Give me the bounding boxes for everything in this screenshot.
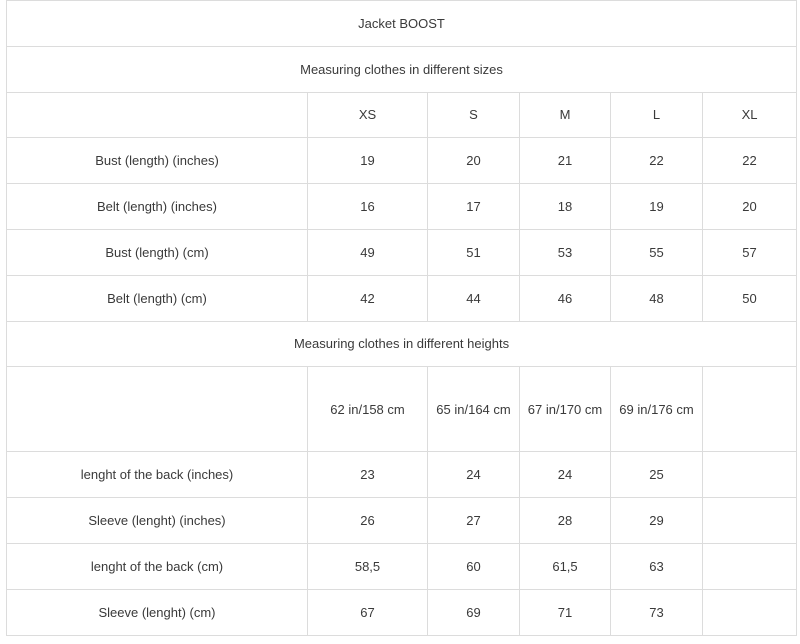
header-corner-cell: [7, 367, 308, 452]
table-cell: 20: [703, 184, 797, 230]
sizes-header-row: [7, 92, 797, 138]
table-cell: 24: [428, 452, 520, 498]
table-cell: 50: [703, 275, 797, 321]
height-column-header: [703, 367, 797, 452]
table-cell: 57: [703, 229, 797, 275]
size-table: [6, 0, 797, 636]
table-cell: 51: [428, 229, 520, 275]
heights-header-row: [7, 367, 797, 452]
height-column-header: 67 in/170 cm: [520, 367, 611, 452]
table-cell: 22: [611, 138, 703, 184]
table-cell: 20: [428, 138, 520, 184]
heights-section-heading: Measuring clothes in different heights: [7, 321, 797, 367]
table-row: [7, 229, 797, 275]
table-title: Jacket BOOST: [7, 1, 797, 47]
table-cell: 23: [308, 452, 428, 498]
table-cell: 25: [611, 452, 703, 498]
table-cell: 17: [428, 184, 520, 230]
size-column-header: XL: [703, 92, 797, 138]
size-column-header: XS: [308, 92, 428, 138]
section-heading-row: [7, 321, 797, 367]
table-cell: [703, 452, 797, 498]
table-cell: 60: [428, 543, 520, 589]
size-column-header: S: [428, 92, 520, 138]
table-row: [7, 138, 797, 184]
table-cell: 61,5: [520, 543, 611, 589]
table-cell: 69: [428, 589, 520, 635]
table-cell: 26: [308, 498, 428, 544]
row-label: Bust (length) (inches): [7, 138, 308, 184]
table-cell: 46: [520, 275, 611, 321]
table-row: [7, 498, 797, 544]
size-chart: [6, 0, 796, 636]
table-cell: 44: [428, 275, 520, 321]
table-cell: 71: [520, 589, 611, 635]
table-cell: 19: [308, 138, 428, 184]
table-cell: 73: [611, 589, 703, 635]
table-cell: 28: [520, 498, 611, 544]
size-column-header: M: [520, 92, 611, 138]
table-cell: 21: [520, 138, 611, 184]
table-cell: 48: [611, 275, 703, 321]
row-label: Bust (length) (cm): [7, 229, 308, 275]
row-label: lenght of the back (inches): [7, 452, 308, 498]
header-corner-cell: [7, 92, 308, 138]
table-cell: 67: [308, 589, 428, 635]
table-cell: 49: [308, 229, 428, 275]
height-column-header: 69 in/176 cm: [611, 367, 703, 452]
table-cell: 42: [308, 275, 428, 321]
row-label: lenght of the back (cm): [7, 543, 308, 589]
table-cell: 24: [520, 452, 611, 498]
table-cell: 55: [611, 229, 703, 275]
table-cell: 18: [520, 184, 611, 230]
height-column-header: 62 in/158 cm: [308, 367, 428, 452]
table-row: [7, 452, 797, 498]
height-column-header: 65 in/164 cm: [428, 367, 520, 452]
table-row: [7, 589, 797, 635]
size-column-header: L: [611, 92, 703, 138]
sizes-section-heading: Measuring clothes in different sizes: [7, 46, 797, 92]
table-cell: 63: [611, 543, 703, 589]
table-cell: 16: [308, 184, 428, 230]
table-cell: [703, 498, 797, 544]
table-cell: 29: [611, 498, 703, 544]
section-heading-row: [7, 46, 797, 92]
row-label: Sleeve (lenght) (cm): [7, 589, 308, 635]
table-title-row: [7, 1, 797, 47]
table-row: [7, 543, 797, 589]
table-row: [7, 184, 797, 230]
table-cell: [703, 543, 797, 589]
row-label: Belt (length) (inches): [7, 184, 308, 230]
table-cell: 53: [520, 229, 611, 275]
table-cell: [703, 589, 797, 635]
row-label: Sleeve (lenght) (inches): [7, 498, 308, 544]
row-label: Belt (length) (cm): [7, 275, 308, 321]
table-cell: 19: [611, 184, 703, 230]
table-cell: 27: [428, 498, 520, 544]
table-cell: 22: [703, 138, 797, 184]
table-cell: 58,5: [308, 543, 428, 589]
table-row: [7, 275, 797, 321]
